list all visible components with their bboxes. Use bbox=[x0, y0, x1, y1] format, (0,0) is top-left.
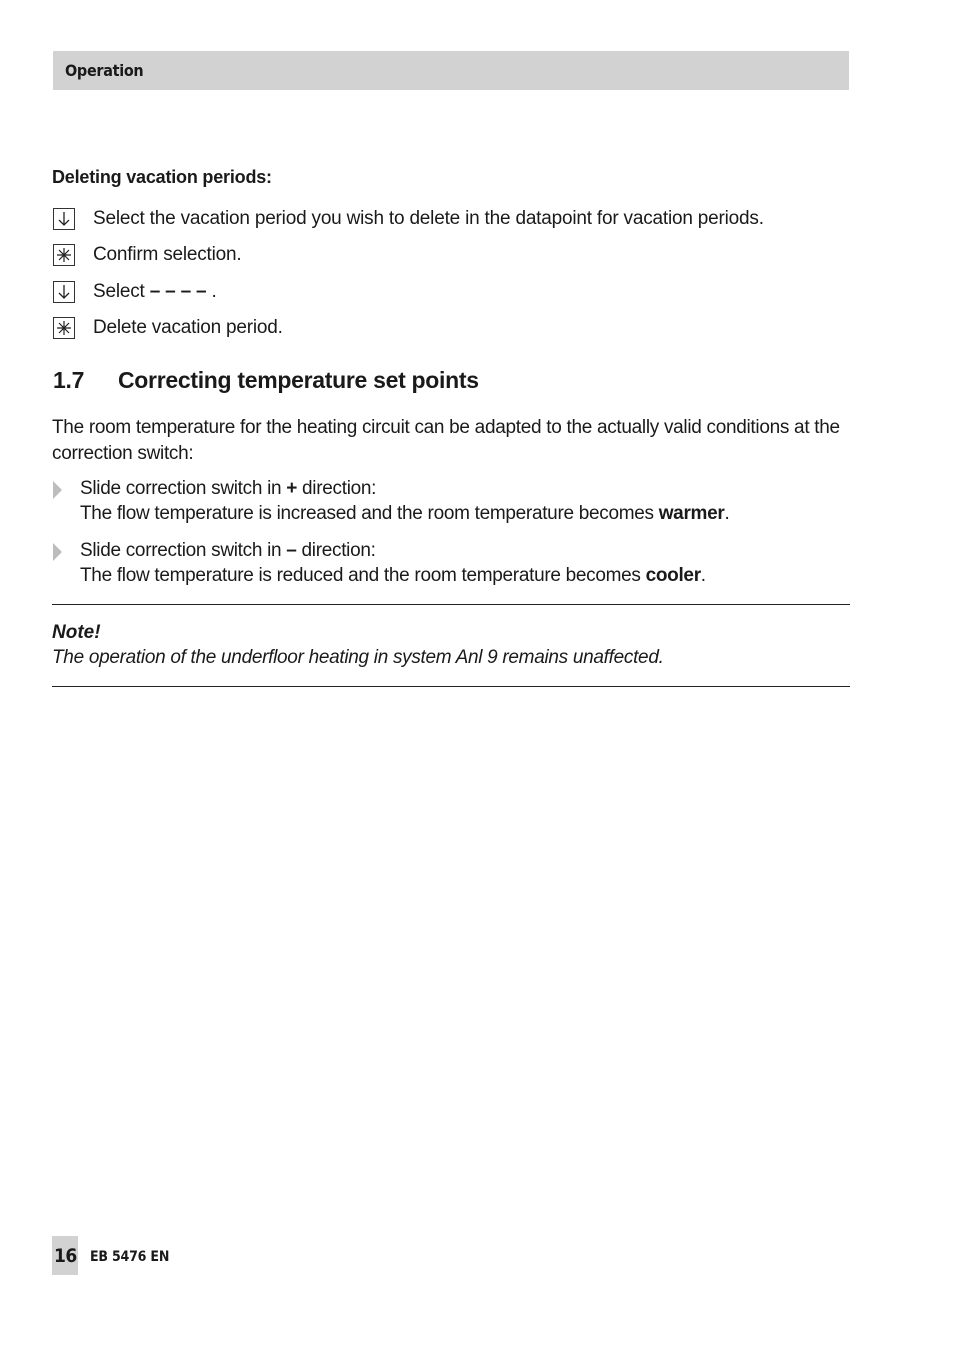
bullet-lines bbox=[80, 538, 706, 588]
step-text bbox=[93, 281, 217, 303]
bullet-cooler bbox=[52, 538, 706, 588]
step-text-suffix: . bbox=[206, 281, 217, 302]
step-select-dashes bbox=[53, 280, 217, 304]
step-text: Select the vacation period you wish to delete in the datapoint for vacation periods. bbox=[93, 208, 764, 229]
document-code: EB 5476 EN bbox=[90, 1249, 170, 1265]
section-header-bar bbox=[53, 51, 849, 90]
bullet-lines bbox=[80, 476, 729, 526]
down-arrow-key-icon bbox=[53, 281, 75, 303]
step-text: Confirm selection. bbox=[93, 244, 242, 265]
triangle-bullet-icon bbox=[52, 476, 80, 526]
note-top-divider bbox=[52, 604, 850, 605]
cooler-word: cooler bbox=[645, 565, 701, 586]
plus-sign: + bbox=[286, 478, 298, 499]
section-title: Correcting temperature set points bbox=[118, 367, 479, 393]
bullet-warmer bbox=[52, 476, 729, 526]
bullet-line-2 bbox=[80, 501, 729, 526]
note-bottom-divider bbox=[52, 686, 850, 687]
asterisk-key-icon bbox=[53, 317, 75, 339]
section-header-label: Operation bbox=[65, 61, 144, 80]
intro-paragraph: The room temperature for the heating circuit can be adapted to the actually valid conditions at the correction switch: bbox=[52, 417, 840, 464]
warmer-word: warmer bbox=[658, 503, 725, 524]
step-text-prefix: Select bbox=[93, 281, 150, 302]
line-prefix: Slide correction switch in bbox=[80, 478, 287, 499]
line-prefix: The flow temperature is reduced and the room temperature becomes bbox=[80, 565, 646, 586]
minus-sign: – bbox=[286, 540, 297, 561]
deleting-vacation-heading: Deleting vacation periods: bbox=[52, 167, 272, 187]
line-prefix: The flow temperature is increased and the room temperature becomes bbox=[80, 503, 659, 524]
step-select-period bbox=[53, 207, 764, 231]
note-text: The operation of the underfloor heating in system Anl 9 remains unaffected. bbox=[52, 647, 664, 668]
section-number: 1.7 bbox=[53, 367, 85, 393]
line-prefix: Slide correction switch in bbox=[80, 540, 287, 561]
asterisk-key-icon bbox=[53, 244, 75, 266]
page-number: 16 bbox=[54, 1245, 77, 1267]
dashes-value: – – – – bbox=[149, 281, 207, 302]
section-heading bbox=[53, 367, 479, 394]
step-text: Delete vacation period. bbox=[93, 317, 283, 338]
down-arrow-key-icon bbox=[53, 208, 75, 230]
note-title: Note! bbox=[52, 622, 101, 643]
bullet-line-2 bbox=[80, 563, 706, 588]
step-delete-period bbox=[53, 316, 283, 340]
triangle-bullet-icon bbox=[52, 538, 80, 588]
bullet-line-1 bbox=[80, 538, 706, 563]
bullet-line-1 bbox=[80, 476, 729, 501]
line-suffix: . bbox=[700, 565, 706, 586]
line-suffix: direction: bbox=[297, 478, 377, 499]
line-suffix: direction: bbox=[296, 540, 376, 561]
line-suffix: . bbox=[724, 503, 730, 524]
step-confirm-selection bbox=[53, 243, 241, 267]
